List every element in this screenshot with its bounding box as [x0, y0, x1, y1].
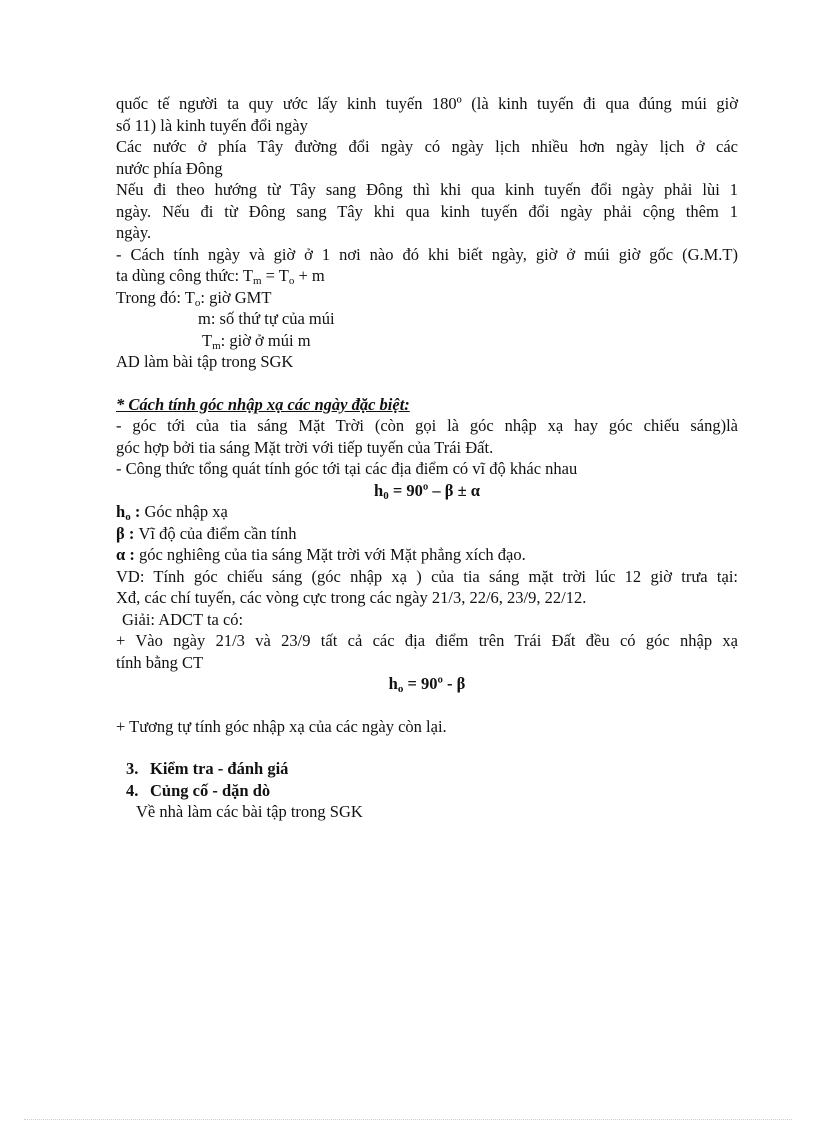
subscript: o	[194, 296, 201, 309]
paragraph-line: ngày.	[116, 223, 152, 242]
text: Góc nhập xạ	[140, 502, 228, 521]
text: = T	[261, 266, 289, 285]
definition-beta	[116, 523, 738, 545]
paragraph-line: ngày. Nếu đi từ Đông sang Tây khi qua kinh tuyến đổi ngày phải cộng thêm 1	[116, 201, 738, 221]
formula-line	[116, 265, 738, 287]
symbol: α :	[116, 545, 135, 564]
text: : giờ ở múi m	[220, 330, 311, 350]
symbol: $h_o$ :	[116, 502, 141, 523]
text: Trong đó: T	[116, 287, 195, 307]
list-number: 4.	[126, 780, 139, 800]
spacer	[116, 373, 738, 394]
paragraph-line: - Công thức tổng quát tính góc tới tại các địa điểm có vĩ độ khác nhau	[116, 459, 578, 478]
formula-equinox	[116, 673, 738, 695]
definition-alpha	[116, 544, 738, 566]
list-text: Củng cố - dặn dò	[150, 780, 271, 800]
paragraph-line: VD: Tính góc chiếu sáng (góc nhập xạ ) của tia sáng mặt trời lúc 12 giờ trưa tại:	[116, 566, 738, 586]
text: = 90º – β ± α	[388, 480, 480, 500]
paragraph-line: - góc tới của tia sáng Mặt Trời (còn gọi là góc nhập xạ hay góc chiếu sáng)là	[116, 416, 738, 435]
paragraph-line: Xđ, các chí tuyến, các vòng cực trong các ngày 21/3, 22/6, 23/9, 22/12.	[116, 588, 587, 607]
paragraph-line: quốc tế người ta quy ước lấy kinh tuyến 180º (là kinh tuyến đi qua đúng múi giờ	[116, 94, 738, 113]
definition-line	[116, 287, 738, 309]
paragraph-line: Các nước ở phía Tây đường đổi ngày có ngày lịch nhiều hơn ngày lịch ở các	[116, 137, 738, 156]
subscript: o	[397, 683, 404, 695]
text: + m	[294, 266, 325, 285]
definition-h0	[116, 501, 738, 523]
paragraph-line: góc hợp bởi tia sáng Mặt trời với tiếp tuyến của Trái Đất.	[116, 437, 494, 457]
text: T	[202, 330, 213, 350]
text: = 90º - β	[403, 674, 466, 693]
paragraph-line: tính bằng CT	[116, 652, 204, 672]
paragraph-line: Giải: ADCT ta có:	[122, 609, 244, 629]
paragraph-line: + Vào ngày 21/3 và 23/9 tất cả các địa điểm trên Trái Đất đều có góc nhập xạ	[116, 631, 738, 650]
text: Vĩ độ của điểm cần tính	[134, 523, 297, 543]
list-number: 3.	[126, 759, 139, 778]
definition-line: m: số thứ tự của múi	[198, 309, 335, 328]
paragraph-line: + Tương tự tính góc nhập xạ của các ngày còn lại.	[116, 716, 447, 736]
paragraph-line: số 11) là kinh tuyến đổi ngày	[116, 115, 308, 135]
text: : giờ GMT	[200, 287, 272, 307]
document-page	[116, 93, 738, 823]
page-bottom-divider	[24, 1119, 792, 1120]
spacer	[116, 737, 738, 758]
list-item	[116, 780, 738, 802]
definition-line	[116, 330, 738, 352]
subscript: 0	[383, 489, 389, 502]
text: góc nghiêng của tia sáng Mặt trời với Mặt phẳng xích đạo.	[134, 545, 526, 564]
closing-line: Về nhà làm các bài tập trong SGK	[136, 802, 363, 821]
paragraph-line: Nếu đi theo hướng từ Tây sang Đông thì khi qua kinh tuyến đổi ngày phải lùi 1	[116, 180, 738, 199]
list-text: Kiểm tra - đánh giá	[150, 759, 289, 778]
subscript: m	[212, 339, 221, 352]
text: h	[388, 674, 398, 693]
list-item	[116, 758, 738, 780]
symbol: β :	[116, 523, 135, 543]
spacer	[116, 695, 738, 716]
paragraph-line: - Cách tính ngày và giờ ở 1 nơi nào đó khi biết ngày, giờ ở múi giờ gốc (G.M.T)	[116, 244, 738, 264]
paragraph-line: AD làm bài tập trong SGK	[116, 352, 294, 371]
section-heading: * Cách tính góc nhập xạ các ngày đặc biệt:	[116, 394, 410, 414]
formula-general	[116, 480, 738, 502]
paragraph-line: nước phía Đông	[116, 158, 223, 178]
text: h	[374, 480, 384, 500]
subscript: o	[288, 275, 295, 287]
subscript: m	[252, 275, 262, 287]
text: ta dùng công thức: T	[116, 266, 253, 285]
